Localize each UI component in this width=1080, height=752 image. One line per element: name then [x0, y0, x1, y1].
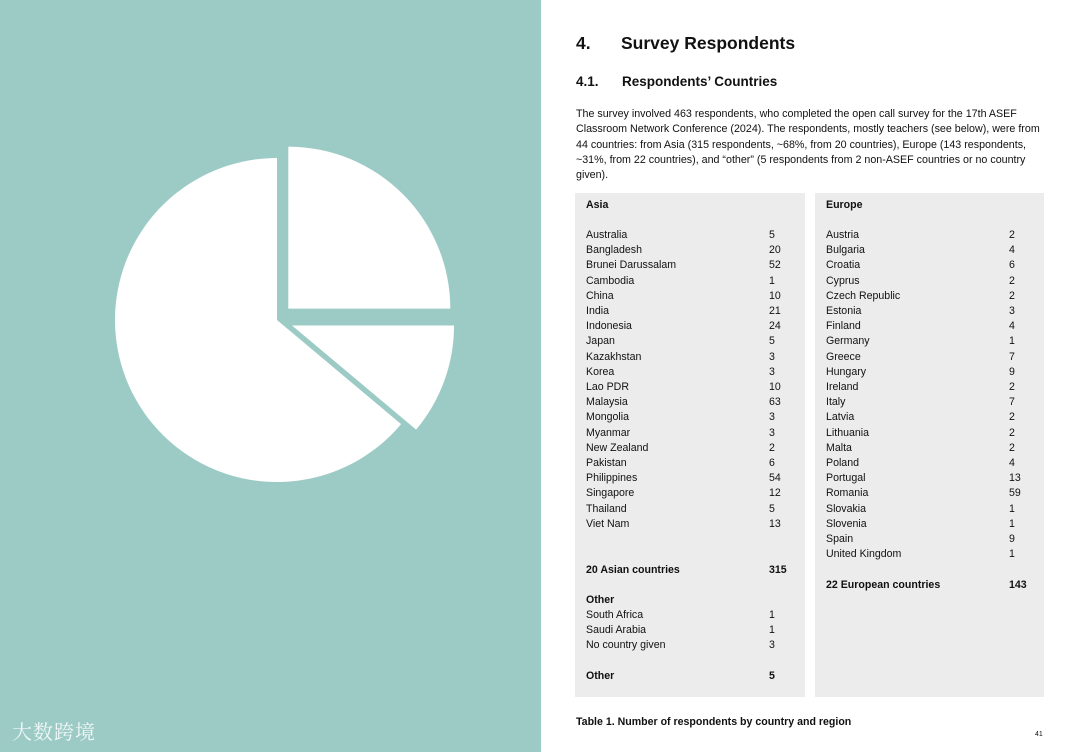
europe-heading — [826, 198, 863, 213]
table-row-label: Hungary — [826, 365, 867, 378]
table-row-label: Kazakhstan — [586, 350, 642, 363]
table-row-count: 1 — [1009, 502, 1015, 515]
table-row-count: 4 — [1009, 320, 1015, 333]
table-row-count: 21 — [769, 305, 781, 317]
table-row — [586, 638, 775, 653]
table-row-count: 3 — [769, 639, 775, 652]
table-row-label: Bangladesh — [586, 244, 642, 257]
table-row — [826, 502, 1015, 517]
intro-paragraph: The survey involved 463 respondents, who completed the open call survey for the 17th ASEF Classroom Network Conference (2024). The respondents, mostly teachers (see below), were from 44 countries: from Asia (315 respondents, ~68%, from 20 countries), Europe (143 respondents, ~31%, from 22 countries), and “other” (5 respondents from 2 non-ASEF countries or no country given). — [576, 108, 1040, 182]
table-row-count: 24 — [769, 320, 781, 333]
table-row-label: Slovenia — [826, 517, 867, 530]
table-row — [826, 395, 1015, 410]
table-row — [826, 350, 1015, 365]
table-row — [586, 395, 781, 410]
table-row-label: Czech Republic — [826, 289, 901, 302]
table-row-label: Romania — [826, 487, 869, 500]
table-row — [826, 319, 1015, 334]
table-row-count: 1 — [769, 624, 775, 637]
table-row-count: 2 — [1009, 441, 1015, 454]
page-content — [541, 0, 1080, 752]
table-row-count: 3 — [769, 365, 775, 378]
table-row-label: Brunei Darussalam — [586, 259, 677, 272]
table-row-label: Austria — [826, 229, 859, 241]
table-row — [826, 289, 1015, 304]
table-row-label: Philippines — [586, 472, 638, 485]
table-row — [586, 502, 775, 517]
table-row-count: 2 — [1009, 411, 1015, 424]
table-row — [586, 289, 781, 304]
table-row-label: India — [586, 305, 609, 317]
table-row-label: Portugal — [826, 472, 866, 485]
table-row-count: 7 — [1009, 396, 1015, 409]
asia-table — [575, 193, 805, 697]
table-row — [586, 365, 775, 380]
table-row — [586, 319, 781, 334]
table-row — [826, 365, 1015, 380]
table-row-label: New Zealand — [586, 441, 649, 454]
table-row — [586, 486, 781, 501]
table-row-label: Thailand — [586, 502, 627, 515]
table-row-count: 10 — [769, 381, 781, 393]
table-row-label: Slovakia — [826, 502, 867, 515]
table-row — [586, 517, 781, 532]
table-row — [826, 334, 1015, 349]
table-row — [826, 486, 1021, 501]
table-row-label: United Kingdom — [826, 548, 902, 561]
table-row-label: Bulgaria — [826, 244, 865, 257]
table-row-count: 3 — [769, 350, 775, 363]
asia-total-row-count: 315 — [769, 564, 787, 576]
table-row — [826, 243, 1015, 258]
subsection-heading — [576, 74, 777, 89]
table-row-label: Saudi Arabia — [586, 624, 647, 637]
table-row-label: Cyprus — [826, 274, 860, 287]
table-row — [586, 410, 775, 425]
table-row-label: Finland — [826, 320, 861, 333]
table-row-count: 4 — [1009, 457, 1015, 469]
table-row — [586, 258, 781, 273]
europe-heading-label: Europe — [826, 199, 863, 211]
other-total-row-label: Other — [586, 670, 615, 682]
table-row — [826, 380, 1015, 395]
table-row-label: Latvia — [826, 411, 855, 424]
table-row-count: 54 — [769, 472, 781, 485]
table-row-label: Australia — [586, 229, 628, 241]
table-row-label: Myanmar — [586, 426, 631, 439]
table-row-label: Italy — [826, 396, 846, 409]
table-row — [586, 228, 775, 243]
table-row — [586, 471, 781, 486]
table-row-count: 3 — [769, 426, 775, 439]
table-row-count: 63 — [769, 396, 781, 409]
pie-slice — [288, 147, 450, 309]
table-row-count: 1 — [769, 609, 775, 621]
table-row-count: 9 — [1009, 533, 1015, 545]
table-row-label: Poland — [826, 457, 859, 469]
table-row-count: 1 — [769, 274, 775, 287]
asia-total-row-label: 20 Asian countries — [586, 564, 680, 576]
table-row — [586, 426, 775, 441]
table-row-count: 4 — [1009, 244, 1015, 257]
table-row-label: Indonesia — [586, 320, 632, 333]
table-row — [586, 623, 775, 638]
europe-total-row — [826, 578, 1027, 593]
table-row-count: 6 — [1009, 259, 1015, 272]
section-number: 4. — [576, 33, 591, 53]
table-row-label: Ireland — [826, 381, 859, 393]
asia-heading — [586, 198, 608, 213]
table-row-label: Pakistan — [586, 457, 627, 469]
table-row-label: Croatia — [826, 259, 861, 272]
table-row — [586, 350, 775, 365]
table-row-count: 6 — [769, 457, 775, 469]
table-row-count: 12 — [769, 487, 781, 500]
table-row — [826, 547, 1015, 562]
table-row — [826, 228, 1015, 243]
subsection-title: Respondents’ Countries — [622, 74, 778, 89]
table-row-count: 3 — [1009, 305, 1015, 317]
table-caption: Table 1. Number of respondents by country and region — [576, 716, 852, 728]
table-row-count: 2 — [1009, 274, 1015, 287]
watermark: 大数跨境 — [12, 720, 96, 744]
europe-total-row-label: 22 European countries — [826, 579, 941, 591]
table-row — [586, 243, 781, 258]
table-row-count: 20 — [769, 244, 781, 257]
table-row-label: No country given — [586, 639, 666, 652]
table-row-count: 1 — [1009, 548, 1015, 561]
table-row-label: Estonia — [826, 305, 862, 317]
table-row-count: 5 — [769, 335, 775, 348]
table-row-count: 2 — [1009, 229, 1015, 241]
table-row-label: Spain — [826, 533, 854, 545]
table-row-count: 59 — [1009, 487, 1021, 500]
table-row-label: Lithuania — [826, 426, 870, 439]
table-row — [586, 380, 781, 395]
table-row — [826, 304, 1015, 319]
table-row-label: Cambodia — [586, 274, 635, 287]
europe-table — [815, 193, 1044, 697]
subsection-number: 4.1. — [576, 74, 599, 89]
table-row — [586, 456, 775, 471]
table-row-label: South Africa — [586, 609, 644, 621]
table-row — [826, 426, 1015, 441]
europe-total-row-count: 143 — [1009, 579, 1027, 591]
table-row — [586, 608, 775, 623]
table-row-count: 5 — [769, 502, 775, 515]
table-row-count: 7 — [1009, 350, 1015, 363]
table-row-label: Malta — [826, 441, 852, 454]
table-row — [826, 410, 1015, 425]
table-row — [586, 441, 775, 456]
table-row — [826, 274, 1015, 289]
table-row-label: Singapore — [586, 487, 635, 500]
table-row-count: 1 — [1009, 517, 1015, 530]
table-row-label: Japan — [586, 335, 615, 348]
section-title: Survey Respondents — [621, 33, 796, 53]
other-total-row — [586, 669, 775, 684]
table-row-label: Korea — [586, 365, 615, 378]
other-heading — [586, 593, 614, 608]
table-row-count: 13 — [769, 517, 781, 530]
other-heading-label: Other — [586, 594, 615, 606]
table-row-count: 2 — [1009, 381, 1015, 393]
table-row — [826, 258, 1015, 273]
table-row — [826, 532, 1015, 547]
table-row-count: 9 — [1009, 365, 1015, 378]
table-row-count: 10 — [769, 289, 781, 302]
table-row-count: 5 — [769, 229, 775, 241]
asia-heading-label: Asia — [586, 199, 609, 211]
table-row — [826, 517, 1015, 532]
table-row-count: 2 — [769, 441, 775, 454]
page-number: 41 — [1035, 731, 1043, 738]
table-row-label: Malaysia — [586, 396, 628, 409]
table-row-count: 3 — [769, 411, 775, 424]
table-row — [586, 304, 781, 319]
table-row-label: Germany — [826, 335, 870, 348]
table-row-count: 52 — [769, 259, 781, 272]
table-row-count: 2 — [1009, 426, 1015, 439]
table-row — [826, 471, 1021, 486]
table-row-count: 2 — [1009, 289, 1015, 302]
table-row-label: Lao PDR — [586, 381, 629, 393]
table-row — [586, 334, 775, 349]
table-row — [586, 274, 775, 289]
other-total-row-count: 5 — [769, 670, 775, 682]
table-row-label: Greece — [826, 350, 861, 363]
table-row-label: Viet Nam — [586, 517, 630, 530]
table-row — [826, 441, 1015, 456]
asia-total-row — [586, 563, 787, 578]
table-row — [826, 456, 1015, 471]
section-heading — [576, 33, 795, 54]
table-row-count: 1 — [1009, 335, 1015, 348]
table-row-label: Mongolia — [586, 411, 629, 424]
table-row-count: 13 — [1009, 472, 1021, 485]
table-row-label: China — [586, 289, 614, 302]
